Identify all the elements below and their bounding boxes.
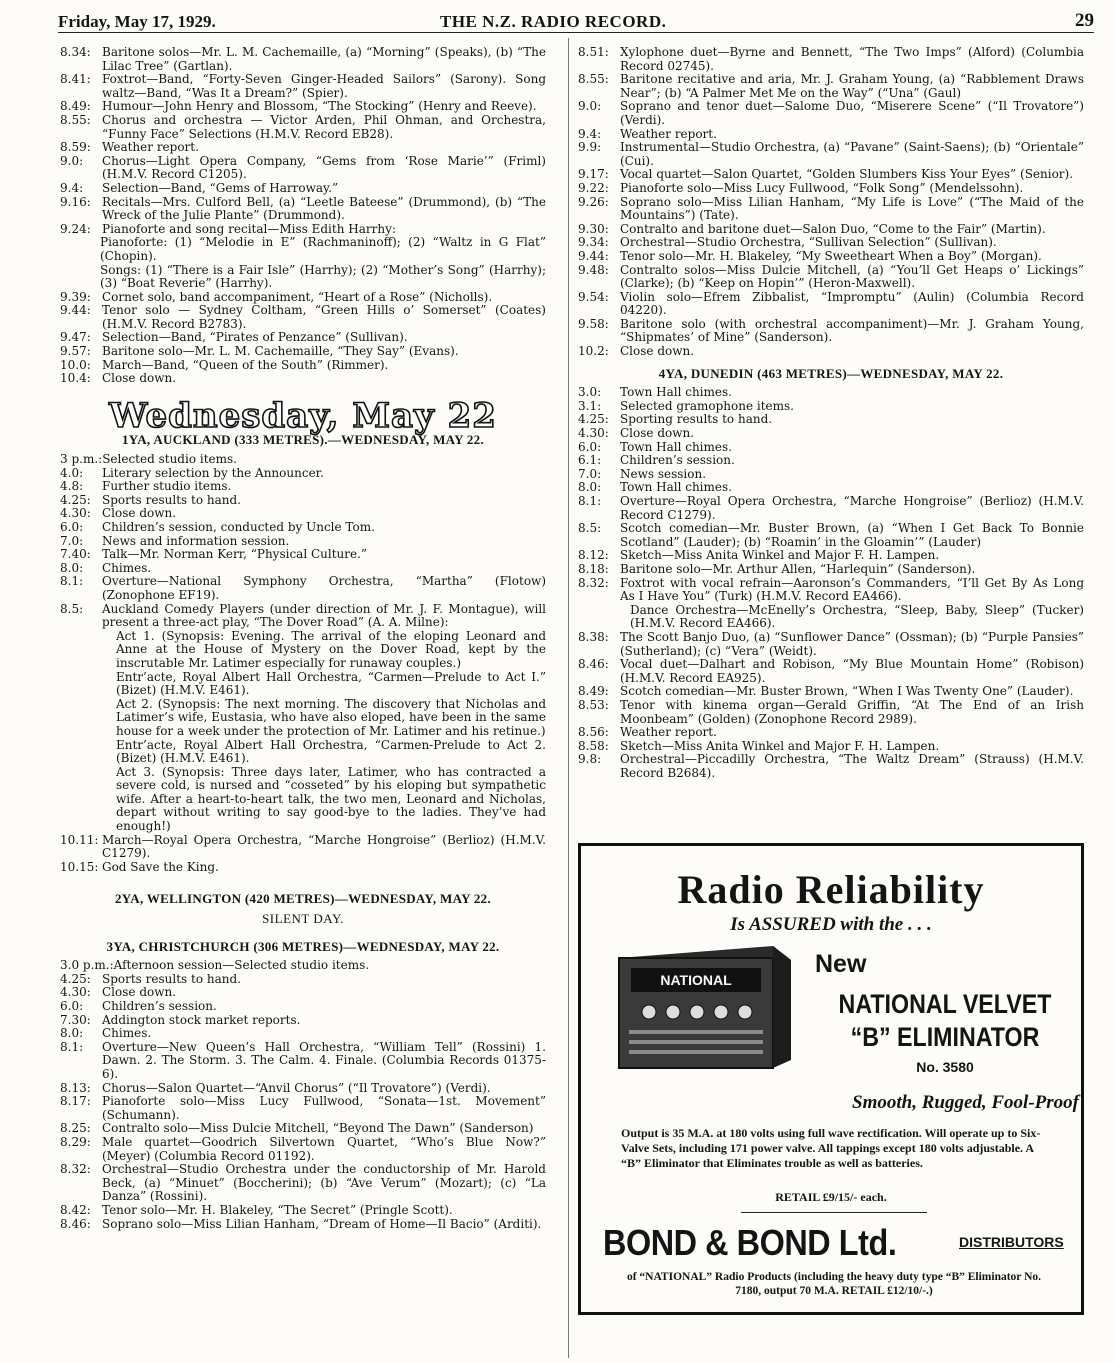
entry-time: 9.44: [60,303,91,318]
entry-description: Violin solo—Efrem Zibbalist, “Impromptu” (Aulin) (Columbia Record 04220). [620,289,1084,318]
play-act-3: Act 3. (Synopsis: Three days later, Latimer, who has contracted a severe cold, is nursed and “cosseted” by his eloping but sympathetic wife. After a heart-to-heart talk, the two men, Leonard and Nicholas, depart without writing to say good-bye to the ladies. They’ve had enough!) [116,764,546,834]
entry-time: 8.38: [578,629,609,644]
entry-time: 8.34: [60,45,91,59]
programme-entry [60,1095,546,1122]
entry-time: 4.25: [578,412,609,427]
programme-entry [578,658,1084,685]
christchurch-programme-continued [578,46,1084,359]
entry-time: 9.57: [60,344,91,359]
entry-time: 4.8: [60,479,84,494]
entry-time: 10.4: [60,371,91,386]
programme-entry [60,1082,546,1096]
entry-time: 3.0 p.m.: [60,958,114,973]
ad-subtitle: Is ASSURED with the . . . [730,914,932,935]
programme-entry [578,196,1084,223]
entry-time: 9.0: [578,99,602,114]
entry-time: 8.46: [578,657,609,672]
programme-entry [60,359,546,373]
programme-entry [60,986,546,1000]
entry-time: 6.1: [578,453,602,468]
eliminator-illustration [601,938,801,1078]
entry-time: 9.54: [578,289,609,304]
programme-entry [578,264,1084,291]
programme-entry [578,563,1084,577]
entry-time: 8.12: [578,548,609,563]
entry-time: 7.0: [60,533,84,548]
entry-time: 9.8: [578,752,602,767]
programme-entry [578,141,1084,168]
entry-time: 8.53: [578,697,609,712]
programme-entry [578,345,1084,359]
entry-description: Close down. [102,985,177,1000]
entracte-2: Entr’acte, Royal Albert Hall Orchestra, “Carmen-Prelude to Act 2. (Bizet) (H.M.V. E461). [116,737,546,766]
entry-time: 8.13: [60,1080,91,1095]
programme-entry [578,495,1084,522]
entry-description: Baritone solo—Mr. L. M. Cachemaille, “They Say” (Evans). [102,344,459,359]
entry-description: Town Hall chimes. [620,480,732,495]
entry-time: 8.59: [60,140,91,155]
entry-time: 4.30: [60,506,91,521]
programme-entry [578,740,1084,754]
programme-entry [60,575,546,602]
entry-description: Addington stock market reports. [102,1012,301,1027]
entry-time: 4.30: [578,426,609,441]
entry-time: 8.55: [578,72,609,87]
entry-time: 3.1: [578,398,602,413]
programme-entry [60,291,546,305]
programme-entry [578,291,1084,318]
ad-new-label: New [815,950,867,978]
programme-entry [578,386,1084,400]
publication-title: THE N.Z. RADIO RECORD. [440,12,667,31]
entry-time: 8.46: [60,1216,91,1231]
entry-description: Soprano solo—Miss Lilian Hanham, “Dream of Home—Il Bacio” (Arditi). [102,1216,542,1231]
entry-description: Pianoforte solo—Miss Lucy Fullwood, “Sonata—1st. Movement” (Schumann). [102,1094,546,1122]
entry-description: Sports results to hand. [102,971,241,986]
programme-entry [578,726,1084,740]
entry-description: Weather report. [620,126,717,141]
entry-description: Contralto and baritone duet—Salon Duo, “Come to the Fair” (Martin). [620,221,1046,236]
entry-time: 8.49: [60,99,91,114]
programme-entry [578,100,1084,127]
entry-description: Overture—New Queen’s Hall Orchestra, “William Tell” (Rossini) 1. Dawn. 2. The Storm. 3. The Calm. 4. Finale. (Columbia Records 01375-6). [102,1039,546,1081]
entry-time: 9.4: [578,126,602,141]
programme-entry [60,1000,546,1014]
station-heading-dunedin: 4YA, DUNEDIN (463 METRES)—WEDNESDAY, MAY 22. [658,365,1004,381]
entracte-1: Entr’acte, Royal Albert Hall Orchestra, “Carmen—Prelude to Act I.” (Bizet) (H.M.V. E461). [116,669,546,698]
header-rule [58,32,1094,33]
entry-time: 9.16: [60,194,91,209]
entry-description: Tenor solo—Mr. H. Blakeley, “My Sweetheart When a Boy” (Morgan). [620,248,1042,263]
entry-description: Further studio items. [102,479,232,494]
entry-description: Talk—Mr. Norman Kerr, “Physical Culture.” [102,547,368,562]
entry-time: 8.58: [578,738,609,753]
entry-description: Baritone recitative and aria, Mr. J. Graham Young, (a) “Rabblement Draws Near”; (b) “A Palmer Met Me on the Way” (“Una” (Gaul) [620,72,1084,100]
entry-description: Orchestral—Piccadilly Orchestra, “The Waltz Dream” (Strauss) (H.M.V. Record B2684). [620,752,1084,780]
entry-time: 8.25: [60,1121,91,1136]
entry-description: News and information session. [102,533,290,548]
station-heading-christchurch: 3YA, CHRISTCHURCH (306 METRES)—WEDNESDAY, MAY 22. [106,938,500,954]
programme-entry [578,522,1084,549]
entry-description: Chorus—Salon Quartet—“Anvil Chorus” (“Il Trovatore”) (Verdi). [102,1080,491,1095]
programme-entry [578,699,1084,726]
programme-entry [60,331,546,345]
entry-description: Orchestral—Studio Orchestra, “Sullivan Selection” (Sullivan). [620,235,997,250]
entry-description: Children’s session. [620,453,735,468]
recital-songs: Songs: (1) “There is a Fair Isle” (Harrhy); (2) “Mother’s Song” (Harrhy); (3) “Boat Reverie” (Harrhy). [100,262,546,291]
entry-description: Town Hall chimes. [620,439,732,454]
entry-description: Tenor solo — Sydney Coltham, “Green Hills o’ Somerset” (Coates) (H.M.V. Record B2783). [102,303,546,331]
programme-entry [60,372,546,386]
entry-description: Sporting results to hand. [620,412,773,427]
entry-description: Baritone solos—Mr. L. M. Cachemaille, (a) “Morning” (Speaks), (b) “The Lilac Tree” (Gartlan). [102,45,546,73]
programme-entry [578,685,1084,699]
entry-time: 9.24: [60,221,91,236]
programme-entry [578,481,1084,495]
entry-description: Selection—Band, “Pirates of Penzance” (Sullivan). [102,330,408,345]
entry-time: 10.15: [60,859,99,874]
entry-description: Pianoforte and song recital—Miss Edith Harrhy: [102,221,396,236]
entry-description: Scotch comedian—Mr. Buster Brown, (a) “When I Get Back To Bonnie Scotland” (Lauder); (b) “Roamin’ in the Gloamin’” (Lauder) [620,521,1084,549]
entry-time: 6.0: [60,999,84,1013]
programme-entry [60,1041,546,1082]
entry-time: 8.0: [60,560,84,575]
entry-description: Close down. [620,344,695,359]
entry-description: Recitals—Mrs. Culford Bell, (a) “Leetle Bateese” (Drummond), (b) “The Wreck of the Julie Plante” (Drummond). [102,194,546,223]
programme-entry [60,494,546,508]
entry-time: 3 p.m.: [60,452,103,467]
programme-entry [60,548,546,562]
programme-entry [60,223,546,237]
programme-entry [60,603,546,630]
entry-description: Selected studio items. [102,452,237,467]
entry-description: Foxtrot—Band, “Forty-Seven Ginger-Headed Sailors” (Sarony). Song waltz—Band, “Was It a Dream?” (Spier). [102,72,546,100]
entry-description: Chorus—Light Opera Company, “Gems from ‘Rose Marie’” (Friml) (H.M.V. Record C1205). [102,153,546,182]
entry-time: 6.0: [578,439,602,454]
programme-entry [578,318,1084,345]
programme-entry [60,100,546,114]
entry-time: 8.0: [578,480,602,495]
entry-time: 9.22: [578,180,609,195]
entry-description: The Scott Banjo Duo, (a) “Sunflower Dance” (Ossman); (b) “Purple Pansies” (Sutherland); (c) “Vera” (Weidt). [620,629,1084,658]
dunedin-programme [578,386,1084,604]
programme-entry [60,46,546,73]
ad-product-line-1: NATIONAL VELVET [838,989,1052,1019]
entry-time: 8.49: [578,684,609,699]
programme-entry [578,577,1084,604]
programme-entry [578,454,1084,468]
programme-entry [578,182,1084,196]
play-act-1: Act 1. (Synopsis: Evening. The arrival of the eloping Leonard and Anne at the House of Mystery on the Dover Road, kept by the inscrutable Mr. Latimer especially for runaway couples.) [116,628,546,670]
right-column [578,46,1084,780]
entry-description: Instrumental—Studio Orchestra, (a) “Pavane” (Saint-Saens); (b) “Orientale” (Cui). [620,140,1084,168]
entry-time: 8.32: [578,575,609,590]
ad-model-number: No. 3580 [916,1059,974,1075]
entry-time: 4.25: [60,492,91,507]
programme-entry [578,468,1084,482]
recital-pianoforte: Pianoforte: (1) “Melodie in E” (Rachmaninoff); (2) “Waltz in G Flat” (Chopin). [100,235,546,263]
entry-description: Vocal duet—Dalhart and Robison, “My Blue Mountain Home” (Robison) (H.M.V. Record EA925). [620,657,1084,685]
entry-description: Children’s session, conducted by Uncle Tom. [102,520,375,534]
entry-description: Sports results to hand. [102,492,241,507]
entry-time: 8.41: [60,72,91,87]
ad-title: Radio Reliability [677,867,985,912]
entry-description: Selection—Band, “Gems of Harroway.” [102,180,339,195]
programme-entry [60,196,546,223]
entry-description: Xylophone duet—Byrne and Bennett, “The Two Imps” (Alford) (Columbia Record 02745). [620,45,1084,73]
station-heading-wellington: 2YA, WELLINGTON (420 METRES)—WEDNESDAY, MAY 22. [114,891,491,907]
page-number: 29 [1075,10,1094,31]
entry-description: Close down. [102,506,177,521]
programme-list-continued [60,46,546,236]
programme-entry [578,753,1084,780]
entry-description: Sketch—Miss Anita Winkel and Major F. H. Lampen. [620,738,940,753]
programme-entry [578,400,1084,414]
entry-time: 8.32: [60,1162,91,1177]
entry-description: Selected gramophone items. [620,398,794,413]
auckland-programme [60,453,546,630]
entry-description: Tenor with kinema organ—Gerald Griffin, “At The End of an Irish Moonbeam” (Golden) (Zonophone Record 2989). [620,697,1084,726]
entry-description: Chimes. [102,1026,152,1041]
entry-time: 9.48: [578,262,609,277]
programme-entry [60,834,546,861]
entry-time: 9.47: [60,330,91,345]
entry-time: 8.5: [60,601,84,616]
programme-entry [60,345,546,359]
entry-time: 8.51: [578,45,609,59]
programme-entry [60,155,546,182]
entry-description: Afternoon session—Selected studio items. [113,958,370,973]
ad-specifications: Output is 35 M.A. at 180 volts using full wave rectification. Will operate up to Six-Valve Sets, including 171 power valve. All tappings except 180 volts adjustable. A “B” Eliminator that Eliminates trouble as well as batteries. [621,1126,1041,1170]
entry-time: 3.0: [578,385,602,400]
programme-entry [60,141,546,155]
programme-entry [60,182,546,196]
programme-entry [578,223,1084,237]
ad-product-name [833,988,1057,1054]
entry-description: Chorus and orchestra — Victor Arden, Phil Ohman, and Orchestra, “Funny Face” Selections (H.M.V. Record EB28). [102,112,546,141]
entry-time: 8.0: [60,1026,84,1041]
entry-time: 8.42: [60,1202,91,1217]
entry-time: 9.0: [60,153,84,168]
issue-date: Friday, May 17, 1929. [58,12,216,31]
entry-time: 10.11: [60,832,99,847]
programme-entry [60,1204,546,1218]
programme-entry [60,959,546,973]
entry-time: 10.0: [60,357,91,372]
entry-time: 9.17: [578,167,609,182]
entry-description: Soprano solo—Miss Lilian Hanham, “My Life is Love” (“The Maid of the Mountains”) (Tate). [620,194,1084,223]
entry-description: Scotch comedian—Mr. Buster Brown, “When I Was Twenty One” (Lauder). [620,684,1074,699]
entry-time: 8.18: [578,561,609,576]
entry-time: 8.56: [578,725,609,740]
ad-product-line-2: “B” ELIMINATOR [850,1022,1040,1052]
entry-description: Tenor solo—Mr. H. Blakeley, “The Secret” (Pringle Scott). [102,1202,453,1217]
entry-description: Weather report. [102,140,199,155]
programme-entry [60,73,546,100]
programme-entry [578,427,1084,441]
entry-description: News session. [620,466,707,481]
entry-description: Auckland Comedy Players (under direction of Mr. J. F. Montague), will present a three-act play, “The Dover Road” (A. A. Milne): [102,601,546,630]
ad-retail-price: RETAIL £9/15/- each. [775,1190,887,1204]
entry-description: Humour—John Henry and Blossom, “The Stocking” (Henry and Reeve). [102,99,537,114]
entry-description: Vocal quartet—Salon Quartet, “Golden Slumbers Kiss Your Eyes” (Senior). [620,167,1074,182]
entry-description: Children’s session. [102,999,217,1013]
entry-time: 8.5: [578,521,602,536]
entry-time: 9.44: [578,248,609,263]
entry-time: 8.55: [60,112,91,127]
dunedin-programme-2 [578,631,1084,781]
entry-time: 7.40: [60,547,91,562]
programme-entry [60,1163,546,1204]
entry-description: Close down. [102,371,177,386]
entry-description: Overture—Royal Opera Orchestra, “Marche Hongroise” (Berlioz) (H.M.V. Record C1279). [620,494,1084,522]
entry-time: 9.26: [578,194,609,209]
ad-company-name: BOND & BOND Ltd. [603,1222,897,1263]
programme-entry [60,304,546,331]
entry-time: 7.0: [578,466,602,481]
programme-entry [60,973,546,987]
programme-entry [578,631,1084,658]
ad-footer: of “NATIONAL” Radio Products (including the heavy duty type “B” Eliminator No. 7180, output 70 M.A. RETAIL £12/10/-.) [626,1271,1042,1297]
entry-description: Baritone solo—Mr. Arthur Allen, “Harlequin” (Sanderson). [620,561,976,576]
programme-entry [60,114,546,141]
auckland-programme-tail [60,834,546,875]
programme-entry [60,507,546,521]
entry-description: Male quartet—Goodrich Silvertown Quartet, “Who’s Blue Now?” (Meyer) (Columbia Record 01192). [102,1134,546,1163]
entry-description: Weather report. [620,725,717,740]
entry-description: March—Band, “Queen of the South” (Rimmer). [102,357,389,372]
programme-entry [60,1136,546,1163]
play-act-2: Act 2. (Synopsis: The next morning. The discovery that Nicholas and Latimer’s wife, Eustasia, who have also eloped, have been in the same house for a week under the protection of Mr. Latimer and his retinue.) [116,696,546,738]
entry-description: Baritone solo (with orchestral accompaniment)—Mr. J. Graham Young, “Shipmates’ of Mine” (Sanderson). [620,316,1084,345]
entry-time: 9.4: [60,180,84,195]
programme-entry [578,441,1084,455]
entry-description: Cornet solo, band accompaniment, “Heart of a Rose” (Nicholls). [102,289,493,304]
dance-orchestra-item: Dance Orchestra—McEnelly’s Orchestra, “Sleep, Baby, Sleep” (Tucker) (H.M.V. Record EA466). [630,602,1084,631]
entry-time: 4.30: [60,985,91,1000]
programme-entry [578,549,1084,563]
left-column [60,46,546,1231]
programme-entry [60,1218,546,1232]
programme-entry [578,46,1084,73]
ad-divider [741,1212,927,1213]
entry-description: Chimes. [102,560,152,575]
programme-entry [60,521,546,535]
programme-entry [60,1014,546,1028]
ad-distributors-label: DISTRIBUTORS [959,1234,1064,1250]
entry-time: 10.2: [578,344,609,359]
entry-time: 9.9: [578,140,602,155]
entry-description: Soprano and tenor duet—Salome Duo, “Miserere Scene” (“Il Trovatore”) (Verdi). [620,99,1084,127]
entry-description: Sketch—Miss Anita Winkel and Major F. H. Lampen. [620,548,940,563]
entry-description: God Save the King. [102,859,219,874]
device-label: NATIONAL [660,972,732,988]
entry-time: 9.30: [578,221,609,236]
entry-time: 8.1: [60,574,84,589]
entry-time: 8.1: [60,1039,84,1054]
programme-entry [578,168,1084,182]
entry-time: 9.39: [60,289,91,304]
entry-description: Close down. [620,426,695,441]
entry-description: Town Hall chimes. [620,385,732,400]
programme-entry [578,250,1084,264]
entry-description: Literary selection by the Announcer. [102,465,324,480]
advertisement [578,843,1084,1315]
entry-time: 4.0: [60,465,84,480]
programme-entry [60,1122,546,1136]
programme-entry [60,453,546,467]
page-header [58,8,1094,34]
ad-tagline: Smooth, Rugged, Fool-Proof [852,1092,1079,1113]
column-divider [568,38,569,1358]
programme-entry [60,861,546,875]
entry-time: 8.29: [60,1134,91,1149]
programme-entry [60,1027,546,1041]
christchurch-programme [60,959,546,1231]
entry-time: 4.25: [60,971,91,986]
programme-entry [578,128,1084,142]
entry-description: Orchestral—Studio Orchestra under the conductorship of Mr. Harold Beck, (a) “Minuet” (Boccherini); (b) “Ave Verum” (Mozart); (c) “La Danza” (Rossini). [102,1162,546,1204]
entry-description: Contralto solo—Miss Dulcie Mitchell, “Beyond The Dawn” (Sanderson) [102,1121,534,1136]
silent-day-notice: SILENT DAY. [262,911,344,927]
day-heading: Wednesday, May 22 [109,395,497,436]
programme-entry [578,73,1084,100]
entry-time: 9.34: [578,235,609,250]
entry-description: March—Royal Opera Orchestra, “Marche Hongroise” (Berlioz) (H.M.V. C1279). [102,832,546,861]
programme-list-continued-2 [60,291,546,386]
programme-entry [60,562,546,576]
entry-description: Pianoforte solo—Miss Lucy Fullwood, “Folk Song” (Mendelssohn). [620,180,1024,195]
entry-time: 6.0: [60,520,84,534]
entry-description: Foxtrot with vocal refrain—Aaronson’s Commanders, “I’ll Get By As Long As I Have You” (Turk) (H.M.V. Record EA466). [620,575,1084,604]
entry-time: 7.30: [60,1012,91,1027]
entry-description: Contralto solos—Miss Dulcie Mitchell, (a) “You’ll Get Heaps o’ Lickings” (Clarke); (b) “Keep on Hopin’” (Heron-Maxwell). [620,262,1084,291]
entry-time: 8.1: [578,494,602,508]
entry-time: 9.58: [578,316,609,331]
programme-entry [578,236,1084,250]
programme-entry [60,535,546,549]
programme-entry [60,480,546,494]
programme-entry [60,467,546,481]
programme-entry [578,413,1084,427]
station-heading-auckland: 1YA, AUCKLAND (333 METRES).—WEDNESDAY, MAY 22. [121,432,485,448]
entry-description: Overture—National Symphony Orchestra, “Martha” (Flotow) (Zonophone EF19). [102,574,546,602]
entry-time: 8.17: [60,1094,91,1109]
